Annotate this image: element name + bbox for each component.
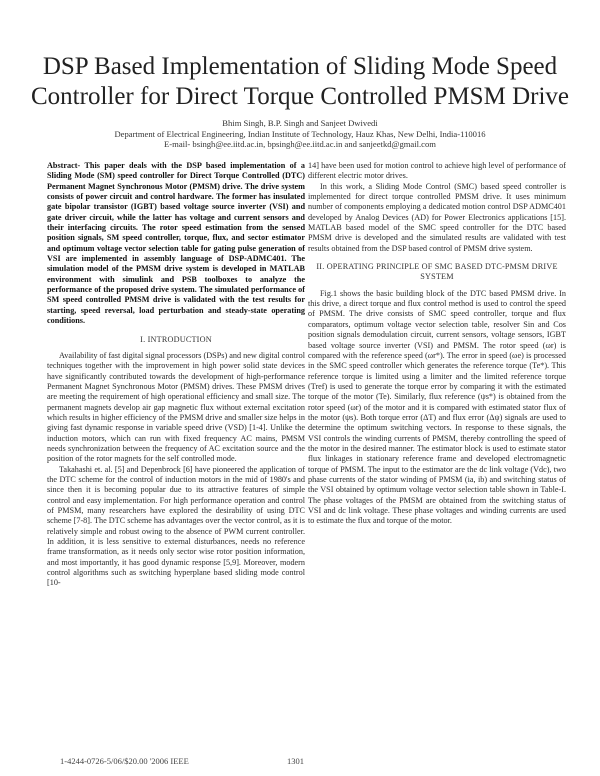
section-heading-introduction: I. INTRODUCTION: [140, 334, 212, 344]
left-column: [47, 161, 305, 589]
section-heading-operating-principle: II. OPERATING PRINCIPLE OF SMC BASED DTC-PMSM DRIVE SYSTEM: [316, 262, 558, 282]
abstract: Abstract- This paper deals with the DSP based implementation of a Sliding Mode (SM) speed controller for Direct Torque Controlled (DTC) Permanent Magnet Synchronous Motor (PMSM) drive. The drive system consists of power circuit and control hardware. The former has insulated gate bipolar transistor (IGBT) based voltage source inverter (VSI) and gate driver circuit, while the latter has voltage and current sensors and their interfacing circuits. The rotor speed estimation from the sensed position signals, SM speed controller, torque, flux, and sector estimator and optimum voltage vector selection table for gating pulse generation of VSI are implemented in assembly language of DSP-ADMC401. The simulation model of the PMSM drive system is developed in MATLAB environment with simulink and PSB toolboxes to analyze the performance of the proposed drive system. The simulated performance of SM speed controlled PMSM drive is validated with the test results for starting, speed reversal, load perturbation and steady-state operating conditions.: [47, 161, 305, 326]
paper-title: [0, 52, 600, 112]
authors: Bhim Singh, B.P. Singh and Sanjeet Dwivedi: [222, 118, 378, 128]
footer-isbn: 1-4244-0726-5/06/$20.00 '2006 IEEE: [60, 756, 189, 766]
page-number: 1301: [287, 756, 304, 766]
body-paragraph-continued: 14] have been used for motion control to achieve high level of performance of different electric motor drives.: [308, 161, 566, 181]
affiliation: Department of Electrical Engineering, Indian Institute of Technology, Hauz Khas, New Delhi, India-110016: [114, 128, 486, 139]
author-block: [0, 118, 600, 150]
body-paragraph-operating-principle: Fig.1 shows the basic building block of the DTC based PMSM drive. In this drive, a direct torque and flux control method is used to control the speed of PMSM. The drive consists of SMC speed controller, torque and flux comparators, optimum voltage vector selection table, resolver Sin and Cos position signals demodulation circuit, current sensors, voltage sensors, IGBT based voltage source inverter (VSI) and PMSM. The rotor speed (ωr) is compared with the reference speed (ωr*). The error in speed (ωe) is processed in the SMC speed controller which generates the reference torque (Te*). This reference torque is limited using a limiter and the limited reference torque (Tref) is used to generate the torque error by comparing it with the estimated torque of the motor (Te). Similarly, flux reference (ψs*) is obtained from the rotor speed (ωr) of the motor and it is compared with estimated stator flux of the motor (ψs). Both torque error (ΔT) and flux error (Δψ) signals are used to determine the optimum switching vectors. In response to these signals, the VSI controls the winding currents of PMSM, thereby controlling the speed of the motor in the desired manner. The estimator block is used to estimate stator flux linkages in stationary reference frame and developed electromagnetic torque of PMSM. The input to the estimator are the dc link voltage (Vdc), two phase currents of the stator winding of PMSM (ia, ib) and switching status of the VSI obtained by optimum voltage vector selection table shown in Table-I. The phase voltages of the PMSM are obtained from the switching status of VSI and dc link voltage. These phase voltages and winding currents are used to estimate the flux and torque of the motor.: [308, 288, 566, 526]
intro-paragraph-2: Takahashi et. al. [5] and Depenbrock [6] have pioneered the application of the DTC scheme for the control of induction motors in the mid of 1980's and since then it is becoming popular due to its attractive features of simple control and easy implementation. For high performance operation and control of PMSM, many researchers have explored the desirability of using DTC scheme [7-8]. The DTC scheme has advantages over the vector control, as it is relatively simple and robust owing to the absence of PWM current controller. In addition, it is less sensitive to external disturbances, needs no reference frame transformation, as it needs only sector wise rotor position information, and most importantly, it has good dynamic response [5,9]. Moreover, modern control algorithms such as switching hyperplane based sliding mode control [10-: [47, 464, 305, 588]
title-line-1: DSP Based Implementation of Sliding Mode Speed: [42, 53, 558, 80]
right-column: [308, 161, 566, 527]
intro-paragraph-1: Availability of fast digital signal processors (DSPs) and new digital control techniques together with the improvement in high power solid state devices have significantly contributed towards the development of high-performance Permanent Magnet Synchronous Motor (PMSM) drives. These PMSM drives are meeting the requirement of high operational efficiency and small size. The permanent magnets develop air gap magnetic flux without external excitation which results in higher efficiency of the PMSM drive and smaller size helps in giving fast dynamic response in variable speed drive (VSD) [1-4]. Unlike the induction motors, which can run with fixed frequency AC mains, PMSM needs synchronization between the frequency of AC excitation source and the position of the rotor magnets for the self controlled mode.: [47, 350, 305, 464]
body-paragraph-smc: In this work, a Sliding Mode Control (SMC) based speed controller is implemented for direct torque controlled PMSM drive. It uses minimum number of components employing a dedicated motion control DSP ADMC401 developed by Analog Devices (AD) for Power Electronics applications [15]. MATLAB based model of the SMC speed controller for the DTC based PMSM drive is developed and the simulated results are validated with test results obtained from the DSP based control of PMSM drive system.: [308, 181, 566, 253]
email: E-mail- bsingh@ee.iitd.ac.in, bpsingh@ee.iitd.ac.in and sanjeetkd@gmail.com: [164, 139, 436, 150]
title-line-2: Controller for Direct Torque Controlled PMSM Drive: [31, 83, 569, 110]
